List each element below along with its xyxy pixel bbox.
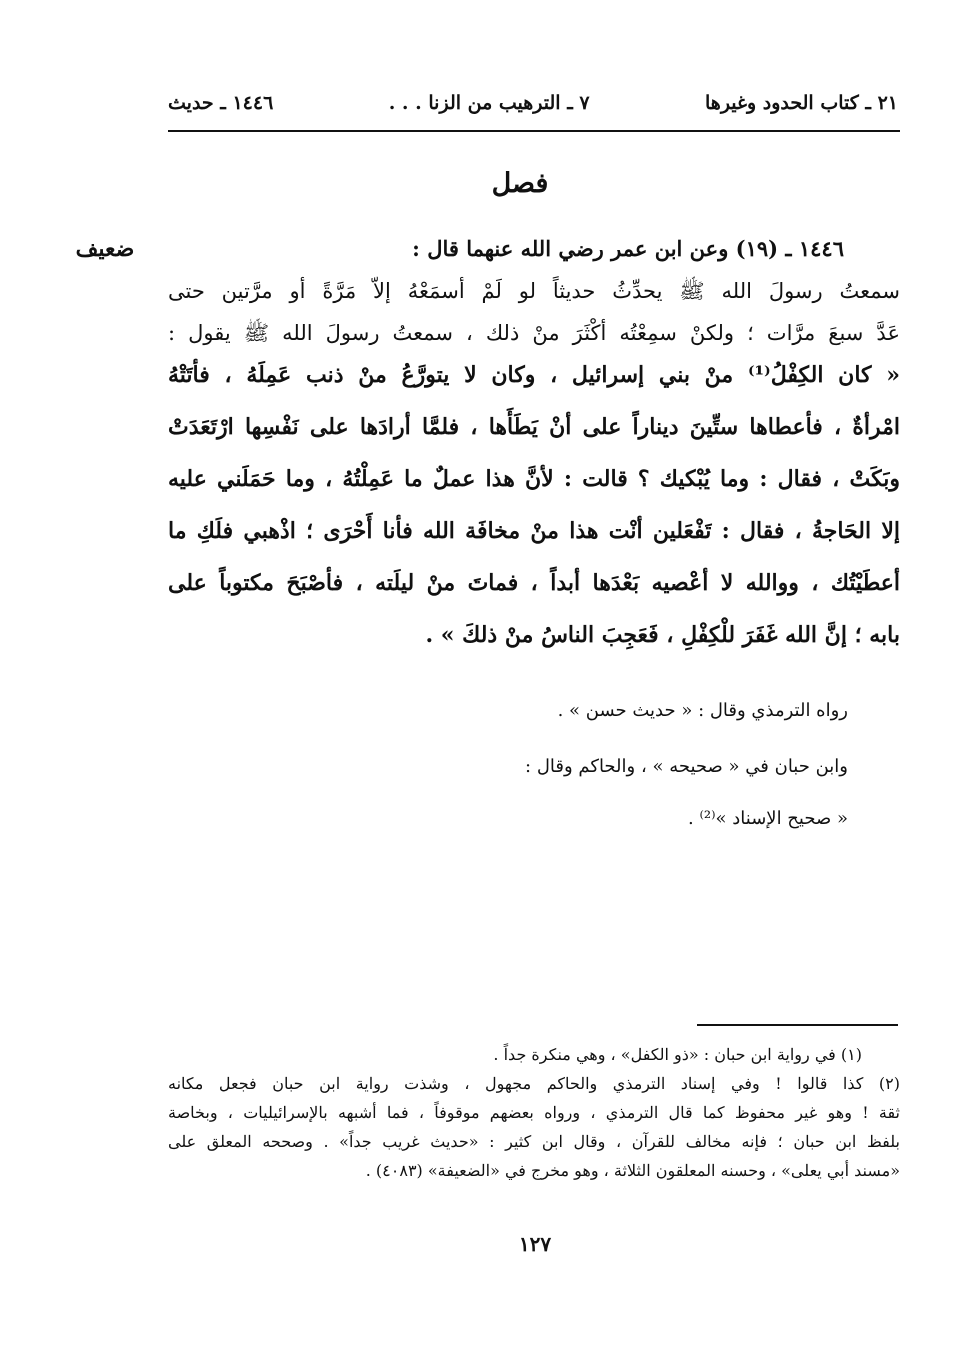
section-title: فصل bbox=[491, 168, 549, 199]
hadith-line: عَدَّ سبعَ مرَّات ؛ ولكنْ سمِعْتُه أكْثَرَ منْ ذلك ، سمعتُ رسولَ الله ﷺ يقول : bbox=[168, 321, 900, 345]
footnote-line: «مسند أبي يعلى» ، وحسنه المعلقون الثلاثة ، وهو مخرج في «الضعيفة» (٤٠٨٣) . bbox=[365, 1161, 900, 1180]
source-line: « صحيح الإسناد »⁽²⁾ . bbox=[688, 808, 848, 829]
footnote-rule bbox=[697, 1024, 898, 1026]
footnote-line: ثقة ! وهو غير محفوظ كما قال الترمذي ، ورواه بعضهم موقوفاً ، فما أشبهه بالإسرائيليات ، وبخاصة bbox=[168, 1103, 900, 1122]
hadith-line: وبَكَتْ ، فقال : وما يُبْكيك ؟ قالت : لأنَّ هذا عملٌ ما عَمِلْتُهُ ، وما حَمَلَني عليه bbox=[168, 466, 900, 492]
hadith-line: ١٤٤٦ ـ (١٩) وعن ابن عمر رضي الله عنهما قال : bbox=[412, 236, 844, 261]
hadith-line: إلا الحَاجةُ ، فقال : تَفْعَلين أنْت هذا منْ مخافَة الله فأنا أَحْرَى ؛ اذْهبي فلَكِ ما bbox=[168, 518, 900, 544]
hadith-line: « كان الكِفْلُ⁽¹⁾ منْ بني إسرائيل ، وكان لا يتورَّعُ منْ ذنب عَمِلَهُ ، فأتَتْهُ bbox=[168, 362, 900, 388]
running-header bbox=[168, 86, 898, 120]
hadith-line: امْرأةٌ ، فأعطاها ستِّينَ ديناراً على أنْ يَطَأَها ، فلمَّا أرادَها على نَفْسِها ارْتَعَدَتْ bbox=[168, 414, 900, 440]
source-line: رواه الترمذي وقال : « حديث حسن » . bbox=[557, 700, 848, 721]
hadith-line: بابه ؛ إنَّ الله غَفَرَ للْكِفْلِ ، فَعَجِبَ الناسُ منْ ذلكَ » . bbox=[425, 622, 900, 648]
hadith-line: سمعتُ رسولَ الله ﷺ يحدِّثُ حديثاً لو لَمْ أسمَعْهُ إلاّ مَرَّةً أو مرَّتين حتى bbox=[168, 279, 900, 303]
header-rule bbox=[168, 130, 900, 132]
hadith-text bbox=[168, 236, 900, 674]
page-number: ١٢٧ bbox=[518, 1232, 552, 1256]
source-line: وابن حبان في « صحيحه » ، والحاكم وقال : bbox=[525, 756, 848, 777]
footnotes bbox=[168, 1040, 900, 1185]
footnote-line: (١) في رواية ابن حبان : «ذو الكفل» ، وهي منكرة جداً . bbox=[493, 1045, 862, 1064]
header-chapter-title: ٧ ـ الترهيب من الزنا . . . bbox=[388, 92, 590, 114]
hadith-grade-label: ضعيف bbox=[75, 236, 135, 262]
footnote-line: بلفظ ابن حبان ؛ فإنه مخالف للقرآن ، وقال ابن كثير : «حديث غريب جداً» . وصححه المعلق على bbox=[168, 1132, 900, 1151]
hadith-line: أعطَيْتُك ، ووالله لا أعْصيه بَعْدَها أبداً ، فماتَ منْ ليلَته ، فأصْبَحَ مكتوباً على bbox=[168, 570, 900, 596]
header-hadith-ref: ١٤٤٦ ـ حديث bbox=[168, 92, 274, 114]
footnote-line: (٢) كذا قالوا ! وفي إسناد الترمذي والحاكم مجهول ، وشذت رواية ابن حبان فجعل مكانه bbox=[168, 1074, 900, 1093]
header-book-title: ٢١ ـ كتاب الحدود وغيرها bbox=[705, 92, 898, 114]
